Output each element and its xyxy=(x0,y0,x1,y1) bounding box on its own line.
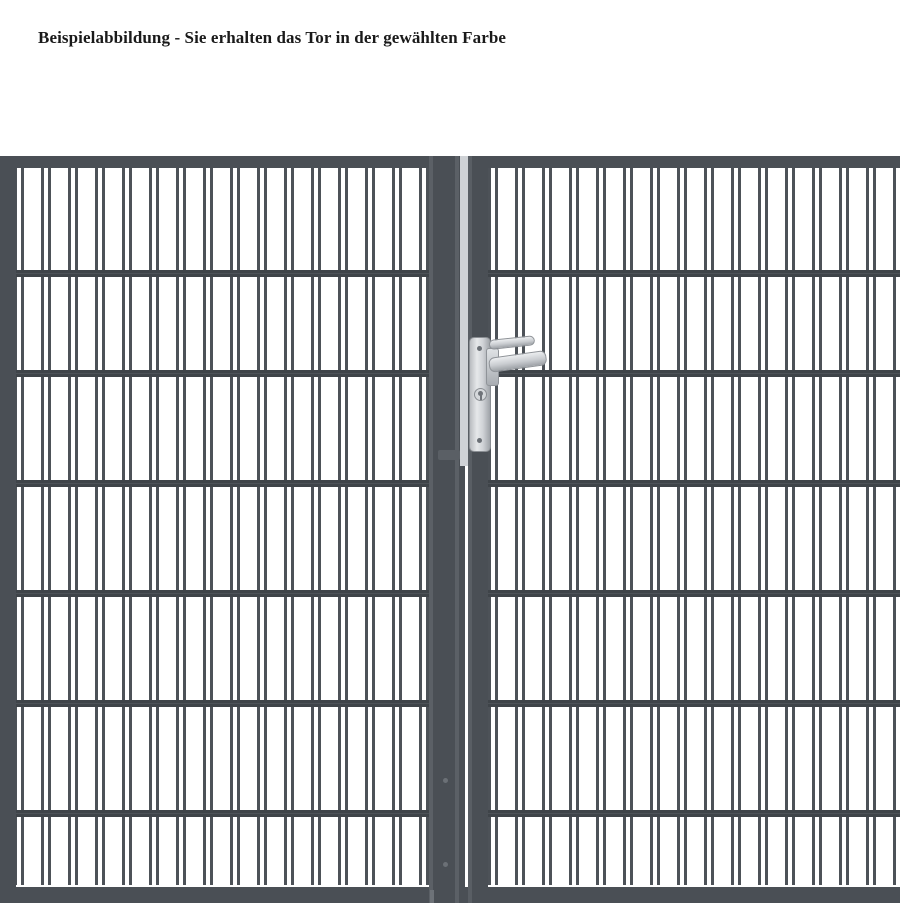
center-post-screw xyxy=(443,862,448,867)
center-post-screw xyxy=(443,778,448,783)
right-leaf-stile-bright-edge xyxy=(460,156,468,466)
gate-illustration xyxy=(0,150,900,903)
right-leaf xyxy=(460,156,900,903)
center-post-ground-line xyxy=(430,890,434,903)
right-leaf-frame xyxy=(460,156,900,903)
lock-plate-screw-top xyxy=(477,346,482,351)
center-post-hinge-top xyxy=(438,450,460,460)
lock-plate-screw-bottom xyxy=(477,438,482,443)
right-leaf-stile-highlight xyxy=(468,156,472,903)
left-leaf-frame xyxy=(0,156,445,903)
center-post-highlight xyxy=(455,156,459,903)
left-leaf xyxy=(0,156,445,903)
keyhole-slot-icon xyxy=(480,395,482,400)
left-leaf-outer-stile xyxy=(0,156,16,903)
page-title: Beispielabbildung - Sie erhalten das Tor in der gewählten Farbe xyxy=(38,28,507,47)
